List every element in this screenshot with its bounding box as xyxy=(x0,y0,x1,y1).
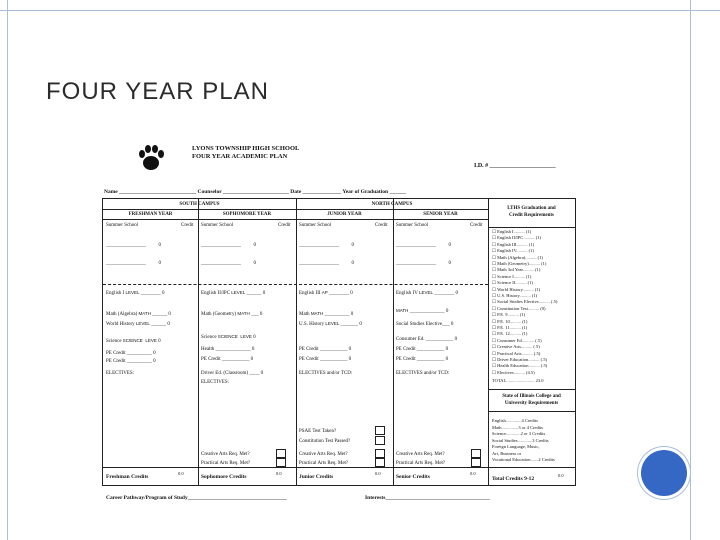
requirements-title-1: LTHS Graduation and xyxy=(507,206,556,211)
requirement-item[interactable] xyxy=(492,371,535,376)
total-credits-value: 0.0 xyxy=(558,473,564,478)
interests-field[interactable]: Interests______________________________________ xyxy=(365,495,490,501)
requirement-name: English III xyxy=(497,241,517,247)
paw-print-icon xyxy=(136,144,166,172)
junior-english[interactable]: English III AP ________ 0 xyxy=(299,290,353,296)
junior-credits-label: Junior Credits xyxy=(299,474,334,480)
university-requirement-item: Art, Business or xyxy=(492,450,522,456)
checkbox-icon[interactable]: ☐ xyxy=(492,305,498,311)
senior-math[interactable]: MATH ______________ 0 xyxy=(396,308,449,314)
requirement-credit: (.5) xyxy=(533,350,541,356)
checkbox-icon[interactable]: ☐ xyxy=(492,280,498,286)
requirements-title-2: Credit Requirements xyxy=(509,213,554,218)
junior-electives: ELECTIVES and/or TCD: xyxy=(299,371,353,376)
requirement-name: Constitution Test xyxy=(497,305,528,311)
requirement-name: Electives xyxy=(497,369,514,375)
requirement-name: English IV xyxy=(497,248,517,254)
sophomore-health[interactable]: Health ______________ 0 xyxy=(201,347,255,352)
checkbox-icon[interactable]: ☐ xyxy=(492,344,498,350)
leader-dots: .......... xyxy=(516,241,529,247)
junior-math[interactable]: Math MATH __________ 0 xyxy=(299,311,354,317)
sophomore-pe[interactable]: PE Credit ___________ 0 xyxy=(201,357,254,362)
senior-header: SENIOR YEAR xyxy=(423,212,458,217)
freshman-summer-label: Summer School xyxy=(106,223,139,228)
requirement-item[interactable] xyxy=(492,294,537,299)
requirement-name: Science I xyxy=(497,273,514,279)
graduation-field[interactable]: Year of Graduation xyxy=(342,189,389,195)
checkbox-icon[interactable]: ☐ xyxy=(492,357,498,362)
freshman-credit-label: Credit xyxy=(181,223,194,228)
summer-blank-6[interactable]: ________________ 0 xyxy=(299,261,354,266)
requirement-name: Consumer Ed. xyxy=(497,337,523,343)
school-name: LYONS TOWNSHIP HIGH SCHOOL xyxy=(192,145,300,152)
academic-plan-document xyxy=(100,140,578,510)
requirement-item[interactable] xyxy=(492,268,540,273)
requirement-name: Creative Arts xyxy=(497,344,522,350)
requirement-credit: (1) xyxy=(522,318,528,324)
requirement-credit: (1) xyxy=(541,261,547,266)
requirement-credit: (1) xyxy=(519,312,526,318)
checkbox-icon[interactable]: ☐ xyxy=(492,363,498,369)
requirement-item[interactable] xyxy=(492,281,533,286)
requirement-name: World History xyxy=(497,286,523,292)
total-credits-label: Total Credits 9-12 xyxy=(492,476,535,482)
freshman-credits-label: Freshman Credits xyxy=(106,474,149,480)
leader-dots: .......... xyxy=(509,318,523,324)
sophomore-credit-label: Credit xyxy=(278,223,291,228)
summer-blank-5[interactable]: ________________ 0 xyxy=(299,243,354,248)
requirement-credit: (1) xyxy=(527,280,533,286)
leader-dots: .......... xyxy=(525,254,538,260)
leader-dots: .......... xyxy=(528,363,541,369)
requirement-credit: (1) xyxy=(531,293,538,298)
checkbox-icon[interactable]: ☐ xyxy=(492,286,498,292)
requirement-name: Practical Arts xyxy=(497,350,522,356)
sophomore-electives: ELECTIVES: xyxy=(201,380,230,385)
junior-constitution-checkbox[interactable] xyxy=(375,436,385,445)
junior-constitution: Constitution Test Passed? xyxy=(299,439,351,444)
requirement-name: English I xyxy=(497,229,514,234)
requirement-credit: (1) xyxy=(522,331,528,337)
freshman-pe[interactable]: PE Credit __________ 0 xyxy=(106,351,156,356)
checkbox-icon[interactable]: ☐ xyxy=(492,331,498,337)
requirement-item[interactable] xyxy=(492,320,527,325)
sophomore-practical-checkbox[interactable] xyxy=(276,458,286,467)
requirement-item[interactable] xyxy=(492,358,547,363)
checkbox-icon[interactable]: ☐ xyxy=(492,350,498,356)
leader-dots: .......... xyxy=(513,229,526,234)
requirement-item[interactable] xyxy=(492,262,546,267)
leader-dots: .......... xyxy=(522,286,535,292)
university-requirement-item: Foreign Language, Music, xyxy=(492,444,540,449)
senior-creative: Creative Arts Req. Met? xyxy=(396,452,445,457)
senior-pe[interactable]: PE Credit ___________ 0 xyxy=(396,347,449,352)
junior-credits-value: 0.0 xyxy=(375,471,381,476)
senior-consumer-ed[interactable]: Consumer Ed. ___________ 0 xyxy=(396,337,458,342)
checkbox-icon[interactable]: ☐ xyxy=(492,318,498,324)
requirement-credit: (1) xyxy=(528,248,534,254)
freshman-pe-2[interactable]: PE Credit __________ 0 xyxy=(106,359,156,364)
requirement-credit: (.5) xyxy=(535,337,542,343)
id-field[interactable]: I.D. # ______________________ xyxy=(474,163,556,169)
sophomore-credits-value: 0.0 xyxy=(276,471,282,476)
junior-credit-label: Credit xyxy=(375,223,388,228)
leader-dots: .......... xyxy=(528,357,541,362)
freshman-credits-value: 0.0 xyxy=(178,471,184,476)
senior-practical-checkbox[interactable] xyxy=(471,458,481,467)
requirement-item[interactable] xyxy=(492,230,531,235)
junior-creative-checkbox[interactable] xyxy=(375,449,385,458)
requirement-credit: (0) xyxy=(540,305,546,311)
university-requirement-item: Social Studies.............3 Credits xyxy=(492,437,549,443)
freshman-math[interactable]: Math (Algebra) MATH ______ 0 xyxy=(106,311,171,317)
checkbox-icon[interactable]: ☐ xyxy=(492,267,498,273)
junior-practical-checkbox[interactable] xyxy=(375,458,385,467)
checkbox-icon[interactable]: ☐ xyxy=(492,369,498,375)
university-requirement-item: Vocational Education.......2 Credits xyxy=(492,457,555,462)
leader-dots: .......... xyxy=(522,267,536,273)
decorative-circle xyxy=(641,450,687,496)
senior-summer-label: Summer School xyxy=(396,223,429,228)
requirement-credit: (1) xyxy=(535,235,541,241)
requirement-name: Math (Algebra) xyxy=(497,254,526,260)
requirement-credit: (4.5) xyxy=(526,369,535,375)
requirement-item[interactable] xyxy=(492,313,525,318)
requirement-name: English II/IPC xyxy=(497,235,524,241)
plan-grid xyxy=(102,198,576,486)
senior-creative-checkbox[interactable] xyxy=(471,449,481,458)
requirement-name: P.E. 10 xyxy=(497,318,510,324)
requirement-name: U.S. History xyxy=(497,293,520,298)
junior-practical: Practical Arts Req. Met? xyxy=(299,461,349,466)
requirement-item[interactable] xyxy=(492,339,542,344)
junior-creative: Creative Arts Req. Met? xyxy=(299,452,348,457)
sophomore-science[interactable]: Science SCIENCE LEVE 0 xyxy=(201,334,256,340)
junior-header: JUNIOR YEAR xyxy=(327,212,362,217)
leader-dots: .......... xyxy=(509,331,523,337)
requirement-item[interactable] xyxy=(492,243,534,248)
plan-title: FOUR YEAR ACADEMIC PLAN xyxy=(192,153,288,160)
sophomore-summer-label: Summer School xyxy=(201,223,234,228)
checkbox-icon[interactable]: ☐ xyxy=(492,261,498,266)
requirement-name: P.E. 9 xyxy=(497,312,508,318)
freshman-header: FRESHMAN YEAR xyxy=(128,212,173,217)
checkbox-icon[interactable]: ☐ xyxy=(492,254,498,260)
counselor-field[interactable]: Counselor xyxy=(197,189,222,195)
senior-credits-value: 0.0 xyxy=(470,471,476,476)
requirement-credit: (1) xyxy=(526,273,532,279)
university-title-2: University Requirements xyxy=(504,401,559,406)
requirement-item[interactable] xyxy=(492,288,540,293)
junior-summer-label: Summer School xyxy=(299,223,332,228)
requirement-item[interactable] xyxy=(492,236,541,241)
leader-dots: .......... xyxy=(519,293,532,298)
requirement-name: P.E. 12 xyxy=(497,331,510,337)
requirements-total: TOTAL......................... 23.0 xyxy=(492,378,544,383)
requirement-item[interactable] xyxy=(492,345,540,350)
checkbox-icon[interactable]: ☐ xyxy=(492,337,498,343)
leader-dots: .......... xyxy=(538,299,552,305)
checkbox-icon[interactable]: ☐ xyxy=(492,241,498,247)
freshman-science[interactable]: Science SCIENCE LEVE 0 xyxy=(106,338,161,344)
senior-credits-label: Senior Credits xyxy=(396,474,430,480)
university-requirement-item: Math...............3 or 4 Credits xyxy=(492,424,543,430)
leader-dots: .......... xyxy=(527,305,541,311)
slide-border-left xyxy=(7,0,8,540)
career-pathway-field[interactable]: Career Pathway/Program of Study____________________________________ xyxy=(106,495,287,501)
requirement-credit: (.5) xyxy=(551,299,558,305)
requirement-name: Health Education xyxy=(497,363,529,369)
requirement-credit: (.5) xyxy=(533,344,540,350)
requirement-item[interactable] xyxy=(492,364,547,369)
senior-electives: ELECTIVES and/or TCD: xyxy=(396,371,450,376)
slide-border-right xyxy=(690,0,691,540)
requirement-name: Driver Education xyxy=(497,357,529,362)
sophomore-english[interactable]: English II/IPC LEVEL ______ 0 xyxy=(201,290,266,296)
requirement-item[interactable] xyxy=(492,275,531,280)
senior-practical: Practical Arts Req. Met? xyxy=(396,461,446,466)
freshman-english[interactable]: English I LEVEL ________ 0 xyxy=(106,290,165,296)
leader-dots: .......... xyxy=(513,369,527,375)
requirement-item[interactable] xyxy=(492,249,534,254)
date-field[interactable]: Date xyxy=(290,189,302,195)
summer-blank-4[interactable]: ________________ 0 xyxy=(201,261,256,266)
junior-pe-2[interactable]: PE Credit ___________ 0 xyxy=(299,357,352,362)
junior-pe[interactable]: PE Credit ___________ 0 xyxy=(299,347,352,352)
sophomore-math[interactable]: Math (Geometry) MATH ___ 0 xyxy=(201,311,263,317)
senior-pe-2[interactable]: PE Credit ___________ 0 xyxy=(396,357,449,362)
requirement-name: P.E. 11 xyxy=(497,325,510,330)
slide-title: FOUR YEAR PLAN xyxy=(46,78,269,105)
requirement-credit: (1) xyxy=(528,241,535,247)
summer-blank-8[interactable]: ________________ 0 xyxy=(396,261,451,266)
requirement-item[interactable] xyxy=(492,307,546,312)
requirement-credit: (1) xyxy=(537,254,543,260)
university-title-1: State of Illinois College and xyxy=(502,394,561,399)
requirement-item[interactable] xyxy=(492,300,557,305)
freshman-world-history[interactable]: World History LEVEL ______ 0 xyxy=(106,321,170,327)
requirement-credit: (1) xyxy=(534,286,541,292)
junior-us-history[interactable]: U.S. History LEVEL _______ 0 xyxy=(299,321,362,327)
leader-dots: .......... xyxy=(509,325,523,330)
checkbox-icon[interactable]: ☐ xyxy=(492,299,498,305)
requirement-credit: (.5) xyxy=(540,357,548,362)
checkbox-icon[interactable]: ☐ xyxy=(492,325,498,330)
sophomore-header: SOPHOMORE YEAR xyxy=(222,212,272,217)
leader-dots: .......... xyxy=(523,235,536,241)
leader-dots: .......... xyxy=(521,344,534,350)
leader-dots: .......... xyxy=(515,280,528,286)
junior-psae-checkbox[interactable] xyxy=(375,426,385,435)
checkbox-icon[interactable]: ☐ xyxy=(492,293,498,298)
requirement-name: Math 3rd Year xyxy=(497,267,523,273)
sophomore-credits-label: Sophomore Credits xyxy=(201,474,247,480)
requirement-item[interactable] xyxy=(492,332,527,337)
requirement-credit: (1) xyxy=(525,229,532,234)
student-info-row: Name ____________________________ Counselor ________________________ Date ______________ Year of Graduation ______ xyxy=(104,189,406,195)
leader-dots: .......... xyxy=(513,273,527,279)
summer-blank-7[interactable]: ________________ 0 xyxy=(396,243,451,248)
requirement-credit: (1) xyxy=(535,267,541,273)
senior-social-studies[interactable]: Social Studies Elective___ 0 xyxy=(396,322,454,327)
university-requirement-item: English..............4 Credits xyxy=(492,418,538,423)
checkbox-icon[interactable]: ☐ xyxy=(492,312,498,318)
requirement-credit: (1) xyxy=(522,325,528,330)
leader-dots: .......... xyxy=(516,248,529,254)
senior-credit-label: Credit xyxy=(470,223,483,228)
sophomore-driver-ed[interactable]: Driver Ed. (Classroom) ____ 0 xyxy=(201,371,264,376)
north-campus-header: NORTH CAMPUS xyxy=(371,202,413,207)
senior-english[interactable]: English IV LEVEL ________ 0 xyxy=(396,290,458,296)
sophomore-creative-checkbox[interactable] xyxy=(276,449,286,458)
leader-dots: .......... xyxy=(528,261,542,266)
leader-dots: .......... xyxy=(507,312,520,318)
sophomore-practical: Practical Arts Req. Met? xyxy=(201,461,251,466)
checkbox-icon[interactable]: ☐ xyxy=(492,273,498,279)
requirement-name: Science II xyxy=(497,280,516,286)
name-field[interactable]: Name xyxy=(104,189,118,195)
south-campus-header: SOUTH CAMPUS xyxy=(179,202,220,207)
requirement-credit: (.5) xyxy=(540,363,548,369)
checkbox-icon[interactable]: ☐ xyxy=(492,235,498,241)
requirement-name: Social Studies Elective xyxy=(497,299,539,305)
checkbox-icon[interactable]: ☐ xyxy=(492,229,498,234)
university-requirement-item: Science.............2 or 3 Credits xyxy=(492,431,546,436)
slide-border-top xyxy=(0,10,720,11)
summer-blank-1[interactable]: ________________ 0 xyxy=(106,243,161,248)
sophomore-creative: Creative Arts Req. Met? xyxy=(201,452,250,457)
requirement-name: Math (Geometry) xyxy=(497,261,529,266)
summer-blank-2[interactable]: ________________ 0 xyxy=(106,261,161,266)
requirement-item[interactable] xyxy=(492,326,527,331)
junior-psae: PSAE Test Taken? xyxy=(299,429,337,434)
freshman-electives: ELECTIVES: xyxy=(106,371,135,376)
leader-dots: .......... xyxy=(521,350,534,356)
summer-blank-3[interactable]: ________________ 0 xyxy=(201,243,256,248)
leader-dots: .......... xyxy=(522,337,536,343)
requirement-item[interactable] xyxy=(492,352,540,357)
checkbox-icon[interactable]: ☐ xyxy=(492,248,498,254)
requirement-item[interactable] xyxy=(492,256,543,261)
